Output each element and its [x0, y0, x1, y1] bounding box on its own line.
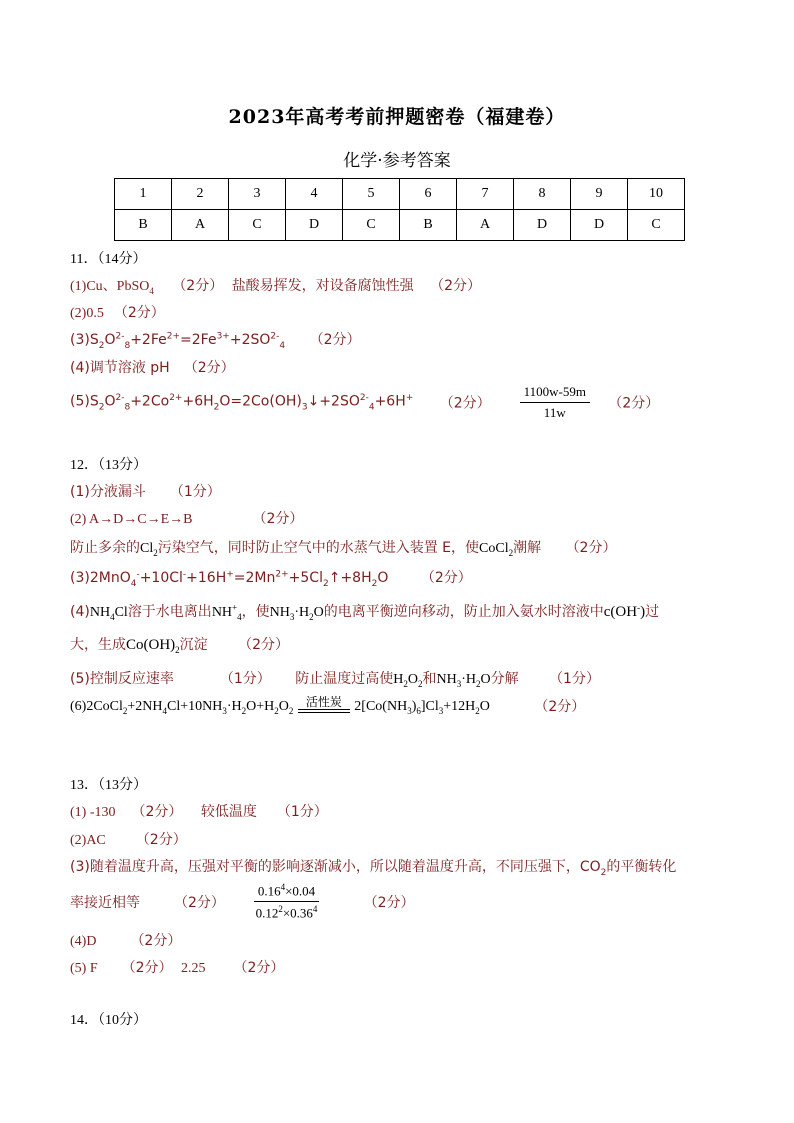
table-cell: A	[172, 210, 229, 241]
q13-line-6: (5) F （2分） 2.25 （2分）	[70, 960, 285, 976]
table-cell: 3	[229, 179, 286, 210]
q13-line-1: (1) -130 （2分） 较低温度 （1分）	[70, 804, 328, 820]
table-cell: A	[457, 210, 514, 241]
answer-table-answer-row	[115, 210, 685, 241]
q13-line-2: (2)AC （2分）	[70, 832, 187, 848]
table-cell: C	[628, 210, 685, 241]
page-subtitle: 化学·参考答案	[343, 151, 451, 171]
reaction-condition-arrow: 活性炭	[298, 696, 350, 716]
q12-line-1: (1)分液漏斗 （1分）	[70, 484, 221, 500]
table-cell: C	[229, 210, 286, 241]
table-cell: B	[400, 210, 457, 241]
q12-line-2: (2) A→D→C→E→B （2分）	[70, 511, 304, 527]
q14-header: 14．（10分）	[70, 1013, 147, 1028]
table-cell: 1	[115, 179, 172, 210]
q12-line-6: 大，生成$Co(OH)_2$沉淀 （2分）	[70, 637, 290, 655]
q11-line-4: (4)调节溶液 pH （2分）	[70, 360, 235, 376]
q13-header: 13．（13分）	[70, 778, 147, 793]
table-cell: 9	[571, 179, 628, 210]
table-cell: D	[514, 210, 571, 241]
table-cell: D	[571, 210, 628, 241]
q12-line-7: (5)控制反应速率 （1分） 防止温度过高使$H_2O_2$和$NH_3\cdot H_2O$分解 （1分）	[70, 671, 600, 689]
q12-line-4: $(3)2MnO_4^-+10Cl^-+16H^+=2Mn^{2+}+5Cl_2↑+8H_2O$ （2分）	[70, 569, 472, 589]
table-cell: 8	[514, 179, 571, 210]
table-cell: 5	[343, 179, 400, 210]
q12-line-3: 防止多余的$Cl_2$污染空气，同时防止空气中的水蒸气进入装置 E，使CoCl$_2$潮解 （2分）	[70, 540, 617, 558]
page-title: 2023年高考考前押题密卷（福建卷）	[228, 106, 566, 128]
table-cell: 6	[400, 179, 457, 210]
table-cell: C	[343, 210, 400, 241]
q12-line-5: $(4)NH_4Cl$溶于水电离出$NH^+_4$，使$NH_3\cdot H_2O$的电离平衡逆向移动，防止加入氨水时溶液中c(OH-)过	[70, 602, 660, 622]
q13-fraction: $\frac{0.16^4\times 0.04}{0.12^2\times 0.36^4}$	[255, 882, 318, 921]
answer-table-number-row	[115, 179, 685, 210]
table-cell: 10	[628, 179, 685, 210]
q13-line-4: 率接近相等 （2分） $\frac{0.16^4\times 0.04}{0.12^2\times 0.36^4}$ （2分）	[70, 882, 415, 921]
q12-header: 12．（13分）	[70, 458, 147, 473]
q13-line-5: (4)D （2分）	[70, 933, 182, 949]
answer-table	[114, 178, 685, 241]
q12-line-8: $(6)2CoCl_2+2NH_4Cl+10NH_3\cdot H_2O+H_2O_2$ 活性炭 $2[Co(NH_3)_6]Cl_3+12H_2O$ （2分）	[70, 695, 586, 716]
q11-line-1: (1)Cu、PbSO$_4$ （2分） 盐酸易挥发，对设备腐蚀性强 （2分）	[70, 278, 482, 296]
table-cell: D	[286, 210, 343, 241]
q11-line-5: $(5)S_2O^{2-}_8+2Co^{2+}+6H_2O=2Co(OH)_3↓+2SO^{2-}_4+6H^+$ （2分） $\frac{1100w-59m}{11w}$ （2分）	[70, 384, 660, 420]
table-cell: 2	[172, 179, 229, 210]
q11-line-3: $(3)S_2O^{2-}_8+2Fe^{2+}=2Fe^{3+}+2SO^{2-}_4$ （2分）	[70, 331, 361, 351]
table-cell: 4	[286, 179, 343, 210]
q11-line-2: (2)0.5 （2分）	[70, 305, 165, 321]
q11-header: 11．（14分）	[70, 252, 147, 267]
table-cell: B	[115, 210, 172, 241]
q13-line-3: (3)随着温度升高，压强对平衡的影响逐渐减小，所以随着温度升高，不同压强下，$CO_2$的平衡转化	[70, 859, 677, 878]
q11-fraction: $\frac{1100w-59m}{11w}$	[520, 384, 590, 421]
table-cell: 7	[457, 179, 514, 210]
